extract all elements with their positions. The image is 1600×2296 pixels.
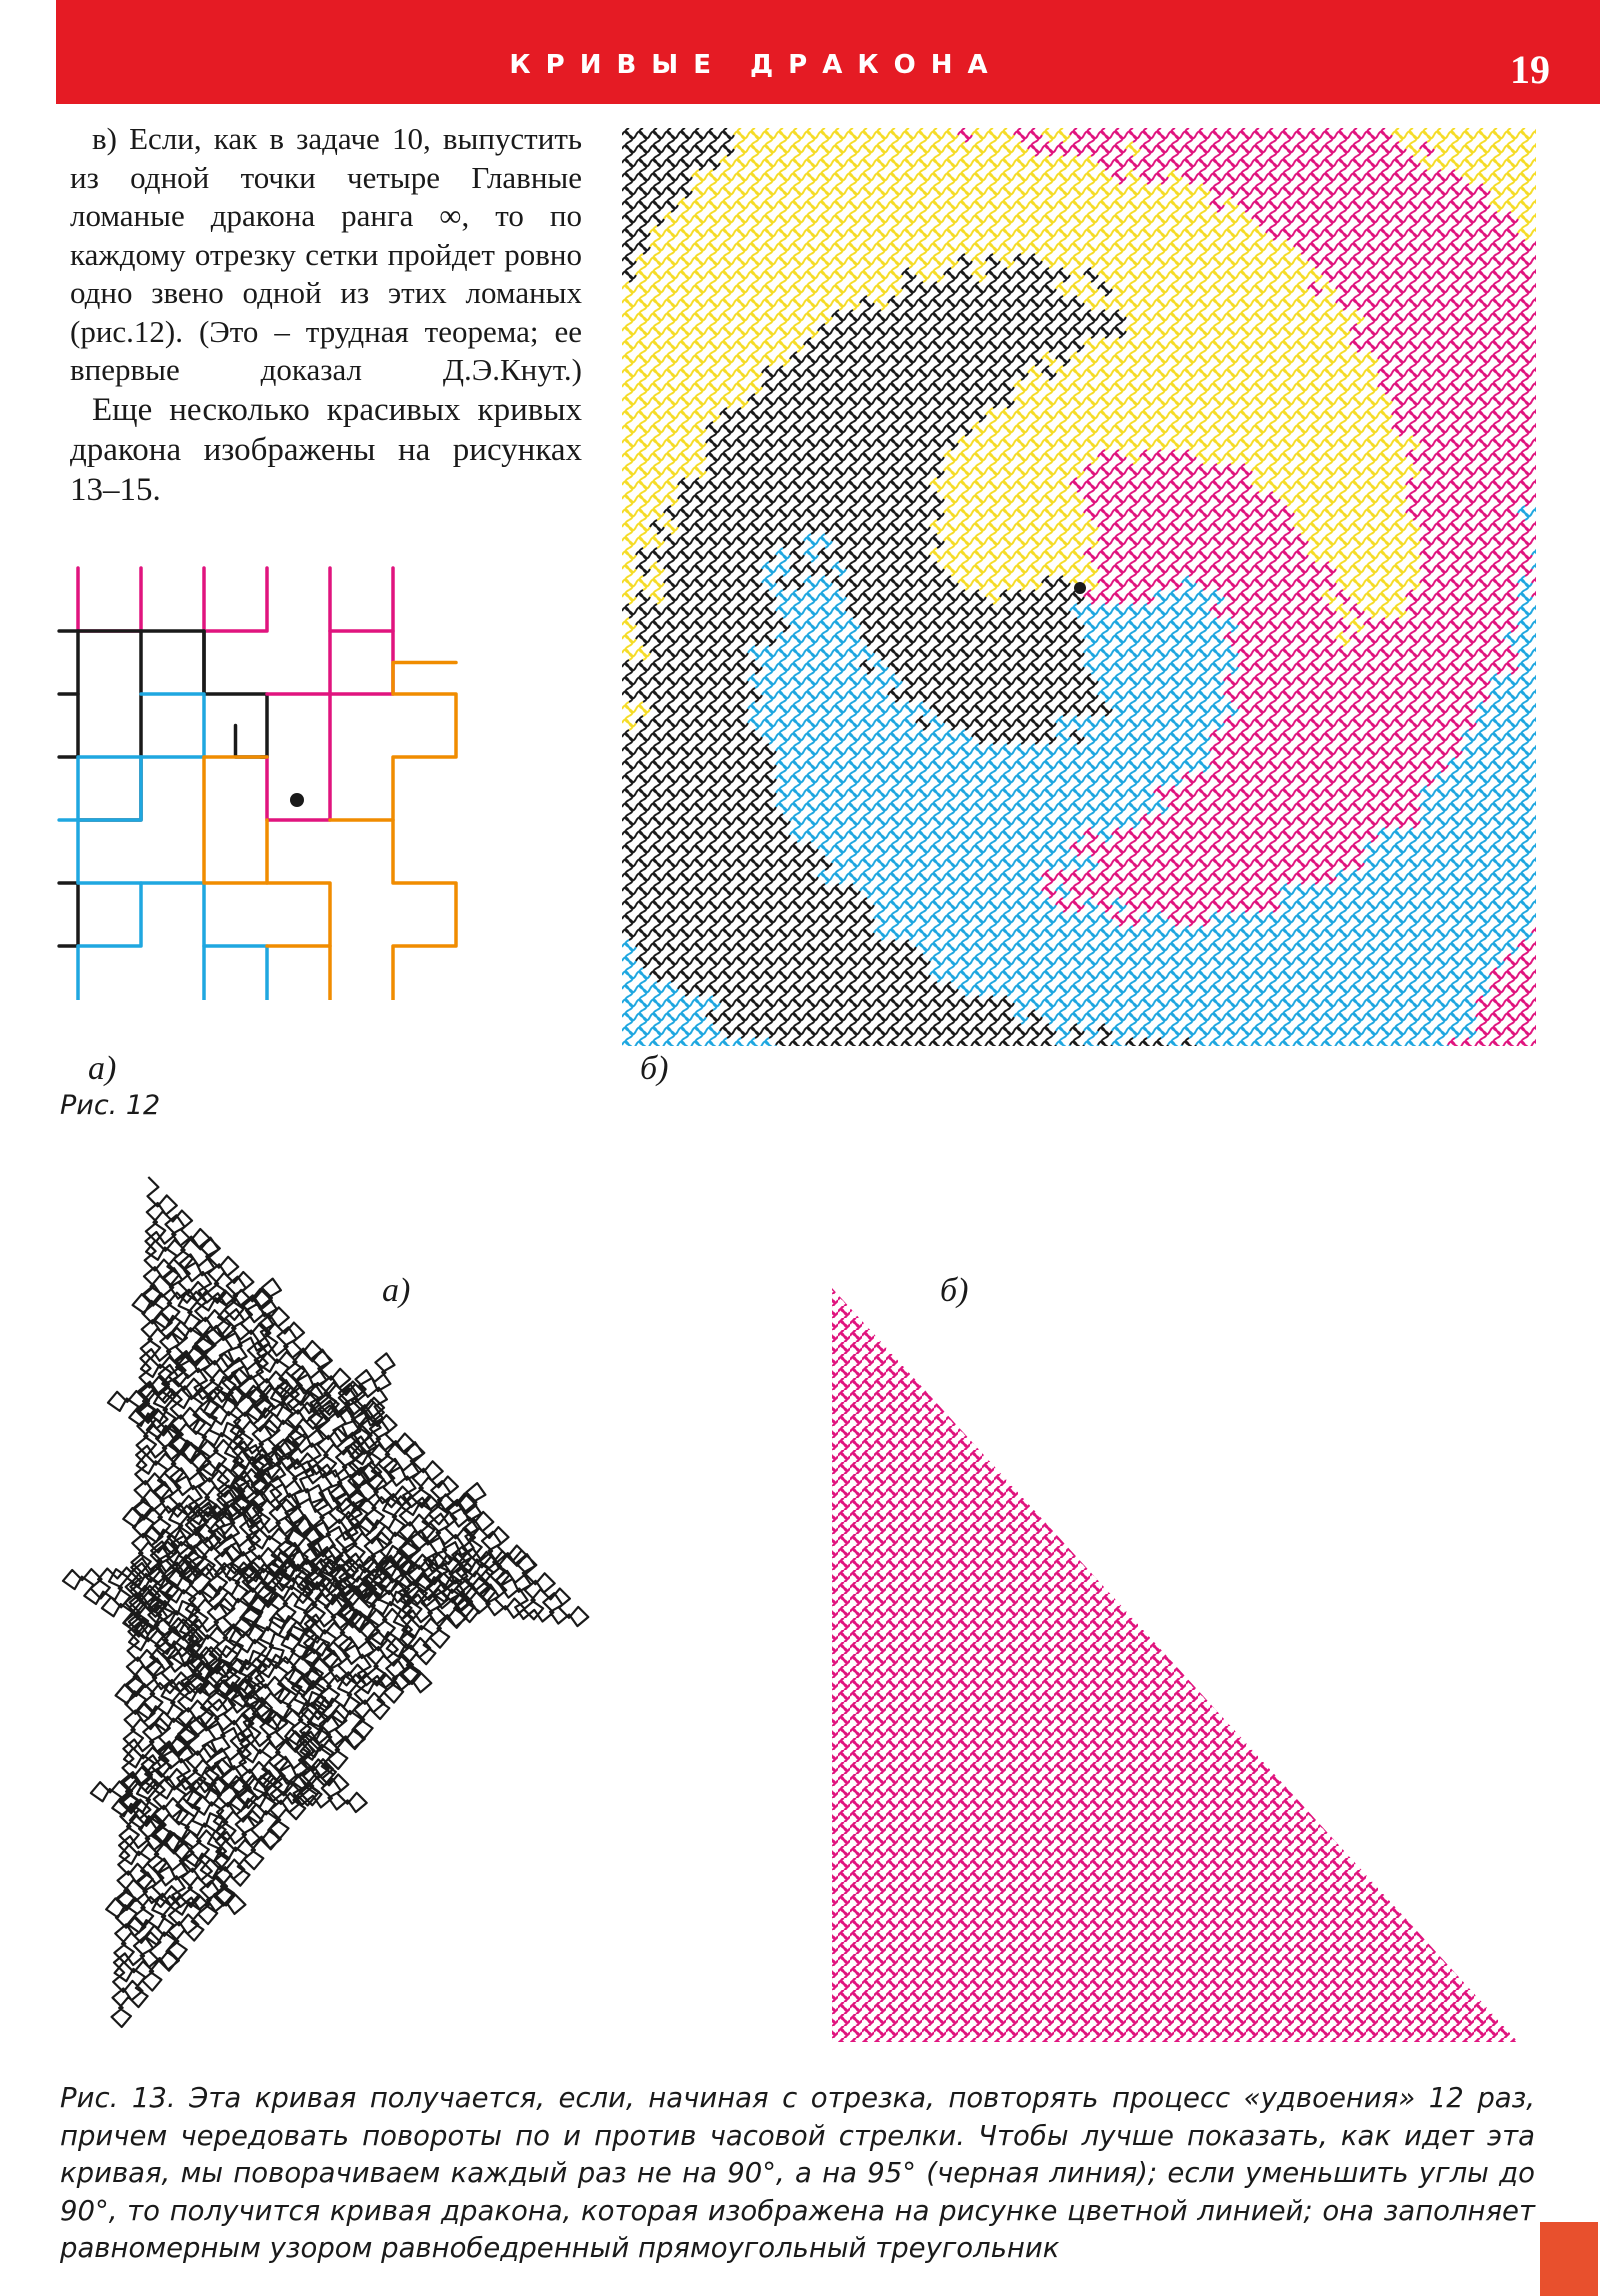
grid-polyline [141,883,204,1000]
figure-13a-black-dragon-curve [58,1172,778,2032]
running-title: КРИВЫЕ ДРАКОНА [509,50,1003,80]
grid-polyline [141,631,204,694]
grid-polyline [59,883,78,946]
grid-polyline [78,757,141,1000]
header-bar [56,0,1600,104]
grid-polyline [330,568,393,631]
page-number: 19 [1510,47,1550,92]
grid-polyline [59,694,78,757]
paragraph-theorem: в) Если, как в задаче 10, выпустить из одной точки четыре Главные ломаные дракона ранга ∞, то по каждому отрезку сетки пройдет ровно одно звено одной из этих ломаных (рис.12). (Это – трудная теорема; ее впервые доказал Д.Э.Кнут.) [70,121,582,387]
origin-point [290,793,304,807]
figure-12a-grid-diagram [56,560,496,1000]
grid-polyline [59,631,78,694]
grid-polyline [236,726,268,758]
grid-polyline [393,663,456,821]
grid-polyline [330,820,456,1000]
intro-text [70,120,582,510]
grid-polyline [267,883,330,946]
figure-13b-label: б) [940,1272,969,1309]
grid-polyline [204,757,267,883]
black-dragon-path [63,1177,588,2027]
magenta-triangle-fill [832,1288,1518,2042]
figure-12b-dragon-tiling [622,128,1536,1046]
figure-13b-magenta-dragon-triangle [826,1282,1530,2052]
figure-12b-label: б) [640,1050,669,1087]
grid-polyline [267,631,330,694]
grid-polyline [204,568,267,631]
figure-12a-label: а) [88,1050,117,1087]
figure-13-caption: Рис. 13. Эта кривая получается, если, начиная с отрезка, повторять процесс «удвоения» 12 раз, причем чередовать повороты по и против часовой стрелки. Чтобы лучше показать, как идет эта кривая, мы поворачиваем каждый раз не на 90°, а на 95° (черная линия); если уменьшить углы до 90°, то получится кривая дракона, которая изображена на рисунке цветной линией; она заполняет равномерным узором равнобедренный прямоугольный треугольник [60,2082,1535,2264]
grid-polyline [78,631,141,820]
grid-polyline [78,568,141,631]
figure-13a-label: а) [382,1272,411,1309]
paragraph-more-curves: Еще несколько красивых кривых дракона изображены на рисунках 13–15. [70,391,582,508]
center-point [1074,582,1086,594]
figure-12-caption: Рис. 12 [60,1090,161,1121]
grid-polyline [59,694,204,820]
grid-polyline [204,946,267,1000]
corner-tab [1540,2222,1598,2296]
